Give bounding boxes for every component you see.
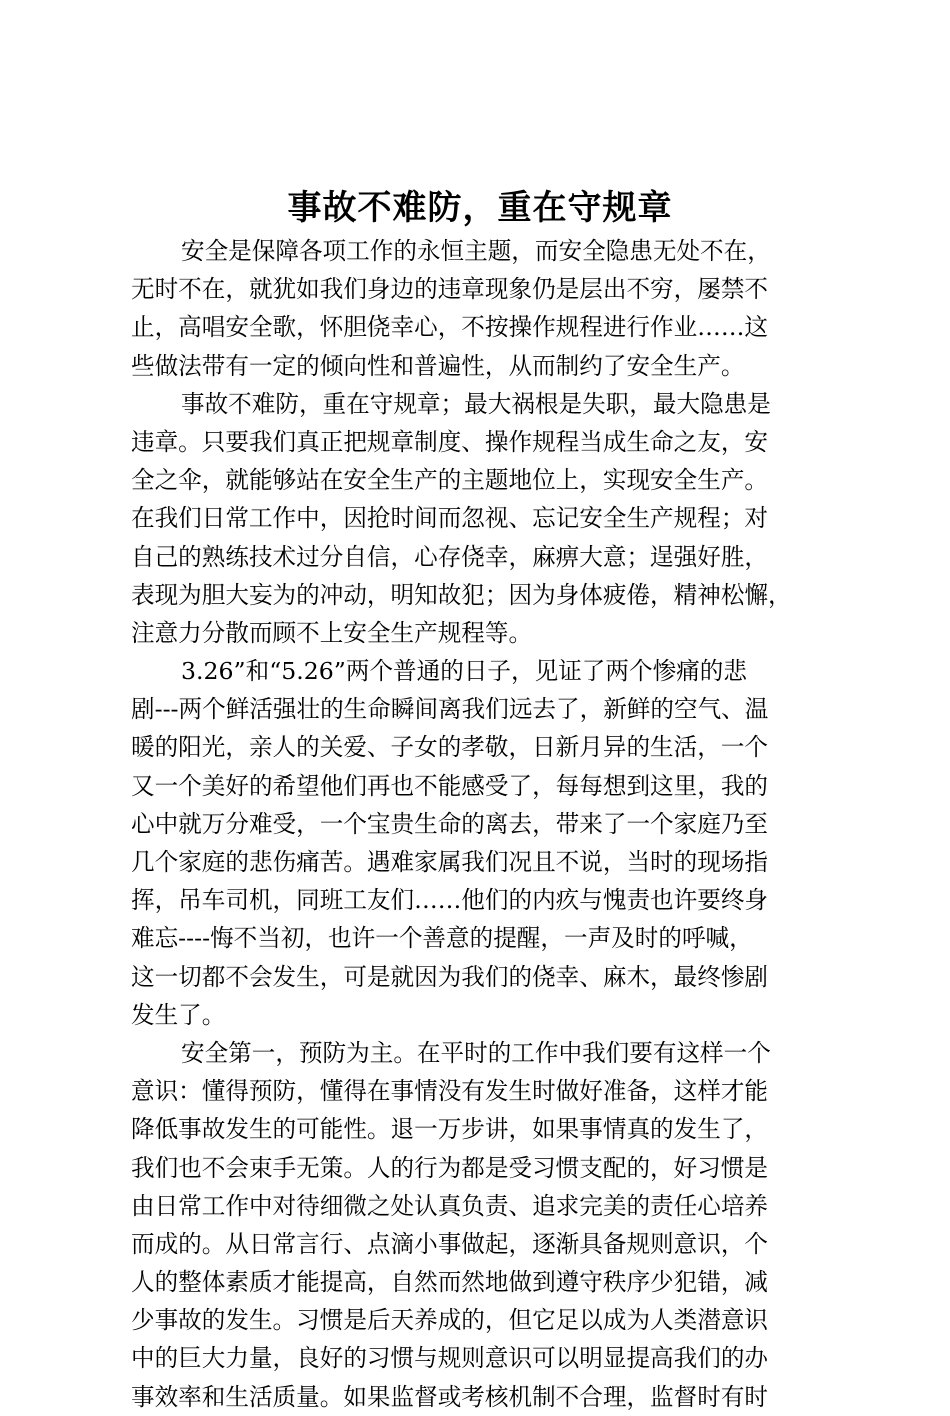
paragraph-line: 些做法带有一定的倾向性和普遍性，从而制约了安全生产。 <box>131 351 745 380</box>
paragraph-line: 在我们日常工作中，因抢时间而忽视、忘记安全生产规程；对 <box>131 504 769 533</box>
paragraph-line: 安全第一，预防为主。在平时的工作中我们要有这样一个 <box>181 1038 771 1067</box>
paragraph-line: 暖的阳光，亲人的关爱、子女的孝敬，日新月异的生活，一个 <box>131 733 769 762</box>
paragraph <box>131 652 831 1034</box>
paragraph-line: 难忘----悔不当初，也许一个善意的提醒，一声及时的呼喊， <box>131 924 753 953</box>
paragraph-line: 事故不难防，重在守规章；最大祸根是失职，最大隐患是 <box>181 389 771 418</box>
paragraph-line: 自己的熟练技术过分自信，心存侥幸，麻痹大意；逞强好胜， <box>131 542 769 571</box>
paragraph-line: 人的整体素质才能提高，自然而然地做到遵守秩序少犯错，减 <box>131 1268 769 1297</box>
document-body <box>131 232 831 1416</box>
paragraph-line: 意识：懂得预防，懂得在事情没有发生时做好准备，这样才能 <box>131 1077 769 1106</box>
paragraph-line: 剧---两个鲜活强壮的生命瞬间离我们远去了，新鲜的空气、温 <box>131 695 769 724</box>
paragraph-line: 几个家庭的悲伤痛苦。遇难家属我们况且不说，当时的现场指 <box>131 848 769 876</box>
paragraph <box>131 1034 831 1416</box>
paragraph-line: 我们也不会束手无策。人的行为都是受习惯支配的，好习惯是 <box>131 1153 769 1182</box>
paragraph-line: 而成的。从日常言行、点滴小事做起，逐渐具备规则意识，个 <box>131 1229 769 1258</box>
paragraph-line: 3.26”和“5.26”两个普通的日子，见证了两个惨痛的悲 <box>181 657 747 686</box>
paragraph-line: 止，高唱安全歌，怀胆侥幸心，不按操作规程进行作业……这 <box>131 313 769 342</box>
paragraph-line: 又一个美好的希望他们再也不能感受了，每每想到这里，我的 <box>131 771 769 800</box>
paragraph-line: 这一切都不会发生，可是就因为我们的侥幸、麻木，最终惨剧 <box>131 962 769 991</box>
paragraph-line: 心中就万分难受，一个宝贵生命的离去，带来了一个家庭乃至 <box>131 809 769 838</box>
paragraph-line: 全之伞，就能够站在安全生产的主题地位上，实现安全生产。 <box>131 466 769 495</box>
paragraph-line: 降低事故发生的可能性。退一万步讲，如果事情真的发生了， <box>131 1115 769 1144</box>
paragraph-line: 安全是保障各项工作的永恒主题，而安全隐患无处不在， <box>181 237 771 265</box>
paragraph-line: 事效率和生活质量。如果监督或考核机制不合理，监督时有时 <box>131 1382 769 1411</box>
paragraph <box>131 385 831 652</box>
paragraph <box>131 232 831 385</box>
paragraph-line: 少事故的发生。习惯是后天养成的，但它足以成为人类潜意识 <box>131 1306 769 1335</box>
paragraph-line: 发生了。 <box>131 1000 226 1029</box>
paragraph-line: 由日常工作中对待细微之处认真负责、追求完美的责任心培养 <box>131 1191 769 1220</box>
paragraph-line: 中的巨大力量，良好的习惯与规则意识可以明显提高我们的办 <box>131 1344 769 1373</box>
paragraph-line: 违章。只要我们真正把规章制度、操作规程当成生命之友，安 <box>131 427 769 456</box>
document-title: 事故不难防，重在守规章 <box>287 188 673 228</box>
paragraph-line: 无时不在，就犹如我们身边的违章现象仍是层出不穷，屡禁不 <box>131 275 769 304</box>
paragraph-line: 注意力分散而顾不上安全生产规程等。 <box>131 618 533 647</box>
paragraph-line: 表现为胆大妄为的冲动，明知故犯；因为身体疲倦，精神松懈， <box>131 580 792 609</box>
paragraph-line: 挥，吊车司机，同班工友们……他们的内疚与愧责也许要终身 <box>131 886 769 915</box>
